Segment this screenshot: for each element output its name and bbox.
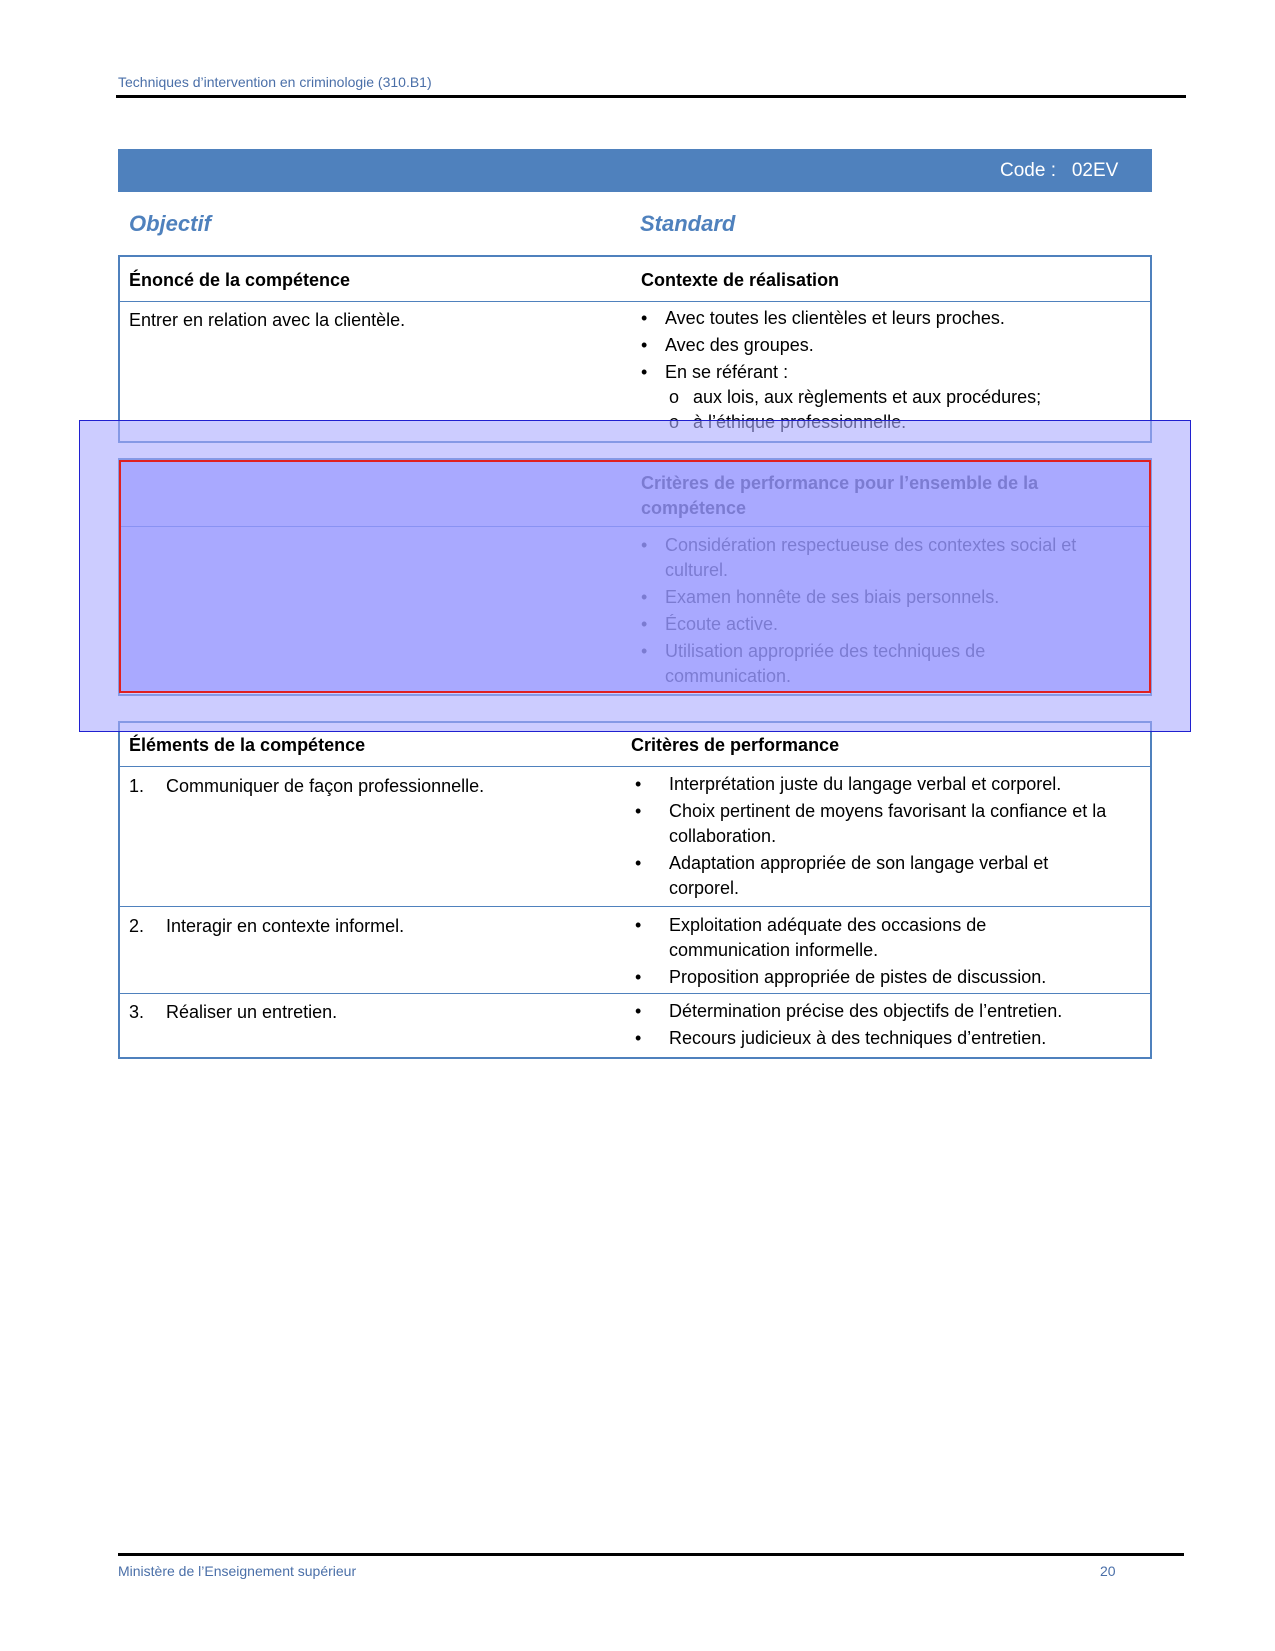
header-rule xyxy=(116,95,1186,98)
code-label-group xyxy=(1000,160,1118,182)
bullet-icon: • xyxy=(635,774,642,794)
statement-header: Énoncé de la compétence xyxy=(129,270,351,290)
table1-divider xyxy=(119,301,1151,302)
code-value: 02EV xyxy=(1071,160,1119,181)
bullet-icon: • xyxy=(635,967,642,987)
bullet-icon: • xyxy=(641,362,648,382)
sub-list-item: o aux lois, aux règlements et aux procédures; xyxy=(665,385,1121,410)
bullet-icon: • xyxy=(641,335,648,355)
list-item: • Choix pertinent de moyens favorisant la confiance et la collaboration. xyxy=(635,801,1107,846)
list-item: • En se référant : o aux lois, aux règlements et aux procédures; xyxy=(641,360,1121,435)
bullet-icon: • xyxy=(641,308,648,328)
competency-statement: Entrer en relation avec la clientèle. xyxy=(129,310,406,330)
code-label: Code : xyxy=(1000,160,1056,181)
list-item: • Recours judicieux à des techniques d’entretien. xyxy=(635,1026,1135,1051)
list-item: • Interprétation juste du langage verbal et corporel. xyxy=(635,772,1135,797)
element-text: Réaliser un entretien. xyxy=(166,1002,338,1022)
running-header: Techniques d’intervention en criminologie (310.B1) xyxy=(118,74,432,90)
element-text: Communiquer de façon professionnelle. xyxy=(166,776,485,796)
bullet-icon: • xyxy=(635,1001,642,1021)
criteria-list-2 xyxy=(635,913,1135,992)
criteria-list-1 xyxy=(635,772,1135,903)
element-number: 3. xyxy=(129,1002,145,1022)
criteria-list-3 xyxy=(635,999,1135,1053)
list-item: • Avec toutes les clientèles et leurs proches. xyxy=(641,306,1121,331)
table3-row-divider xyxy=(119,906,1151,907)
table3-header-divider xyxy=(119,766,1151,767)
list-item: • Avec des groupes. xyxy=(641,333,1121,358)
performance-criteria-header: Critères de performance xyxy=(631,735,840,755)
list-item: • Détermination précise des objectifs de l’entretien. xyxy=(635,999,1135,1024)
element-row-1 xyxy=(129,776,484,797)
list-item: • Adaptation appropriée de son langage verbal et corporel. xyxy=(635,853,1049,898)
list-item: • Proposition appropriée de pistes de discussion. xyxy=(635,965,1135,990)
context-list xyxy=(641,306,1121,435)
list-item: • Exploitation adéquate des occasions de communication informelle. xyxy=(635,915,987,960)
running-footer: Ministère de l’Enseignement supérieur xyxy=(118,1563,357,1579)
table3-row-divider xyxy=(119,993,1151,994)
bullet-icon: • xyxy=(635,853,642,873)
selected-table-highlight[interactable] xyxy=(119,460,1151,693)
bullet-icon: • xyxy=(635,1028,642,1048)
element-row-3 xyxy=(129,1002,337,1023)
objectif-heading: Objectif xyxy=(129,211,211,236)
element-number: 2. xyxy=(129,916,145,936)
circle-bullet-icon: o xyxy=(669,387,680,407)
context-header: Contexte de réalisation xyxy=(641,270,840,290)
element-row-2 xyxy=(129,916,404,937)
footer-rule xyxy=(118,1553,1184,1556)
elements-header: Éléments de la compétence xyxy=(129,735,366,755)
page-number: 20 xyxy=(1100,1563,1116,1579)
standard-heading: Standard xyxy=(640,211,736,236)
element-text: Interagir en contexte informel. xyxy=(166,916,405,936)
bullet-icon: • xyxy=(635,801,642,821)
element-number: 1. xyxy=(129,776,145,796)
bullet-icon: • xyxy=(635,915,642,935)
code-banner xyxy=(118,149,1152,192)
